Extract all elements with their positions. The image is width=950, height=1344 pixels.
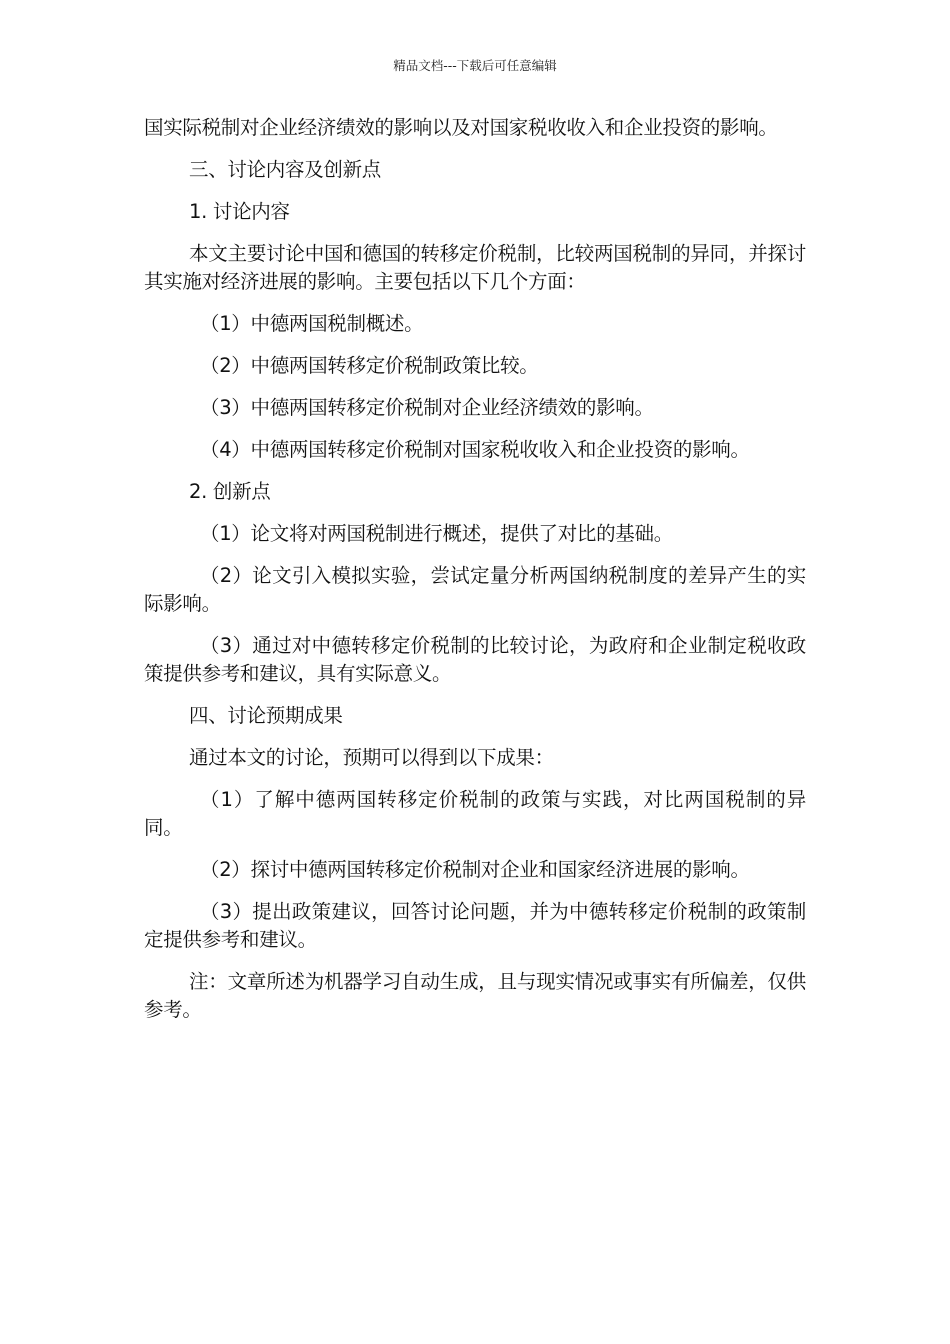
list-item: （2）中德两国转移定价税制政策比较。 (200, 354, 539, 377)
list-item: （3）通过对中德转移定价税制的比较讨论，为政府和企业制定税收政策提供参考和建议，具有实际意义。 (144, 634, 806, 685)
list-item: （3）提出政策建议，回答讨论问题，并为中德转移定价税制的政策制定提供参考和建议。 (144, 900, 806, 951)
paragraph-note: 注：文章所述为机器学习自动生成，且与现实情况或事实有所偏差，仅供参考。 (144, 970, 806, 1021)
section-heading-outcomes: 四、讨论预期成果 (189, 704, 343, 727)
list-item: （1）论文将对两国税制进行概述，提供了对比的基础。 (200, 522, 673, 545)
list-item: （2）论文引入模拟实验，尝试定量分析两国纳税制度的差异产生的实际影响。 (144, 564, 806, 615)
paragraph-intro: 本文主要讨论中国和德国的转移定价税制，比较两国税制的异同，并探讨其实施对经济进展的影响。主要包括以下几个方面： (144, 242, 806, 293)
list-item: （1）了解中德两国转移定价税制的政策与实践，对比两国税制的异同。 (144, 788, 806, 839)
document-body (144, 114, 806, 1038)
list-item: （1）中德两国税制概述。 (200, 312, 424, 335)
subheading-content: 1. 讨论内容 (189, 200, 290, 223)
page-header: 精品文档---下载后可任意编辑 (393, 58, 557, 73)
list-item: （2）探讨中德两国转移定价税制对企业和国家经济进展的影响。 (200, 858, 750, 881)
subheading-innovation: 2. 创新点 (189, 480, 271, 503)
paragraph-continuation: 国实际税制对企业经济绩效的影响以及对国家税收收入和企业投资的影响。 (144, 116, 778, 139)
list-item: （4）中德两国转移定价税制对国家税收收入和企业投资的影响。 (200, 438, 750, 461)
section-heading-discussion: 三、讨论内容及创新点 (189, 158, 382, 181)
list-item: （3）中德两国转移定价税制对企业经济绩效的影响。 (200, 396, 654, 419)
paragraph-outcomes-intro: 通过本文的讨论，预期可以得到以下成果： (189, 746, 554, 769)
